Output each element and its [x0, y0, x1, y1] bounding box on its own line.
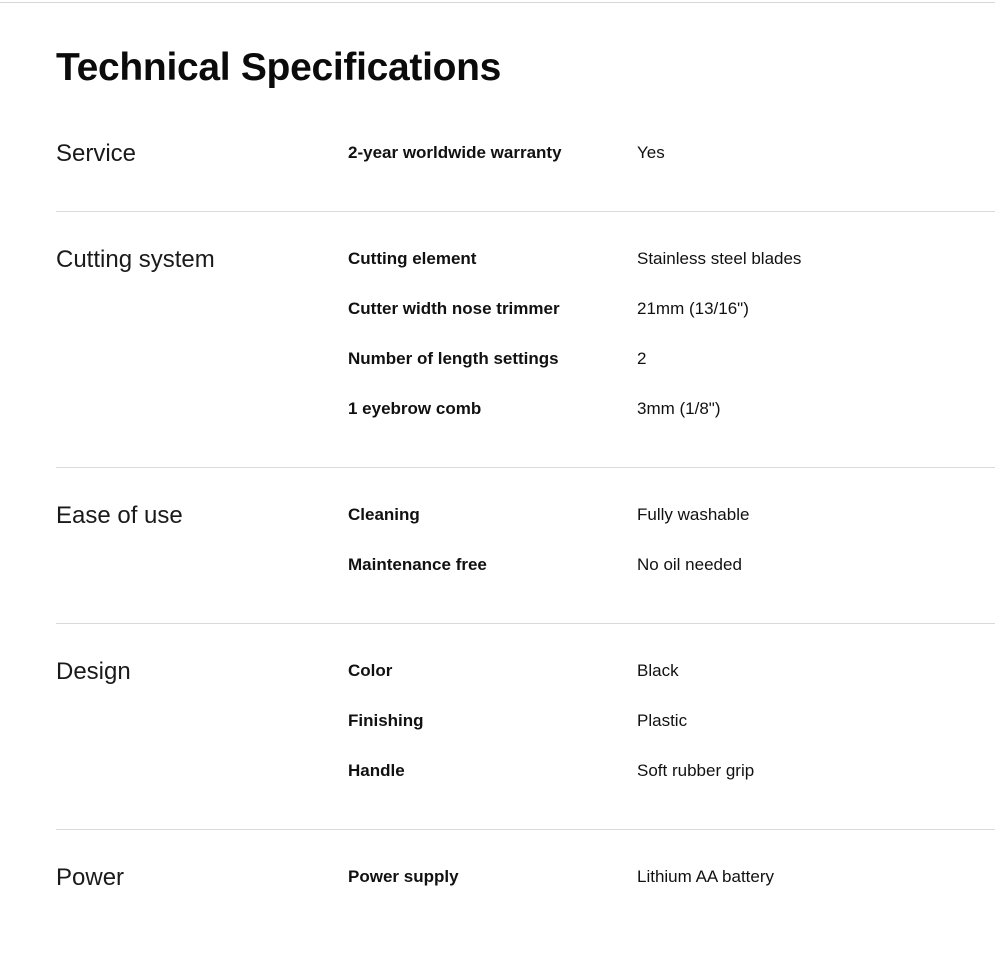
spec-label: Cleaning	[348, 505, 420, 524]
section-title: Service	[56, 140, 137, 167]
spec-rows	[348, 243, 995, 447]
spec-row	[348, 759, 995, 809]
spec-value: Fully washable	[637, 505, 750, 524]
spec-section-power	[56, 861, 995, 935]
spec-value: Lithium AA battery	[637, 867, 775, 886]
spec-label: Cutting element	[348, 249, 477, 268]
spec-label: Maintenance free	[348, 555, 487, 574]
spec-label: Color	[348, 661, 393, 680]
section-title: Cutting system	[56, 246, 215, 273]
spec-value: 3mm (1/8")	[637, 399, 721, 418]
section-title: Power	[56, 864, 125, 891]
spec-value: No oil needed	[637, 555, 742, 574]
spec-section-service	[56, 137, 995, 212]
spec-rows	[348, 861, 995, 915]
spec-label: Power supply	[348, 867, 459, 886]
page-title: Technical Specifications	[56, 46, 502, 89]
spec-rows	[348, 655, 995, 809]
spec-label: Finishing	[348, 711, 424, 730]
spec-label: Cutter width nose trimmer	[348, 299, 560, 318]
spec-value: Black	[637, 661, 679, 680]
spec-label: Handle	[348, 761, 405, 780]
spec-row	[348, 865, 995, 915]
spec-value: Plastic	[637, 711, 688, 730]
specifications-table	[56, 137, 995, 935]
spec-row	[348, 553, 995, 603]
top-divider	[0, 2, 995, 3]
spec-row	[348, 659, 995, 709]
spec-row	[348, 247, 995, 297]
spec-label: 2-year worldwide warranty	[348, 143, 562, 162]
spec-row	[348, 503, 995, 553]
spec-row	[348, 297, 995, 347]
section-title: Design	[56, 658, 131, 685]
spec-section-ease-of-use	[56, 499, 995, 624]
spec-section-design	[56, 655, 995, 830]
spec-rows	[348, 137, 995, 191]
section-title: Ease of use	[56, 502, 183, 529]
spec-value: Yes	[637, 143, 665, 162]
spec-section-cutting-system	[56, 243, 995, 468]
spec-value: 21mm (13/16")	[637, 299, 749, 318]
spec-value: 2	[637, 349, 647, 368]
spec-value: Soft rubber grip	[637, 761, 755, 780]
spec-row	[348, 347, 995, 397]
spec-value: Stainless steel blades	[637, 249, 802, 268]
spec-row	[348, 141, 995, 191]
spec-row	[348, 397, 995, 447]
spec-rows	[348, 499, 995, 603]
spec-label: Number of length settings	[348, 349, 559, 368]
spec-row	[348, 709, 995, 759]
spec-label: 1 eyebrow comb	[348, 399, 482, 418]
